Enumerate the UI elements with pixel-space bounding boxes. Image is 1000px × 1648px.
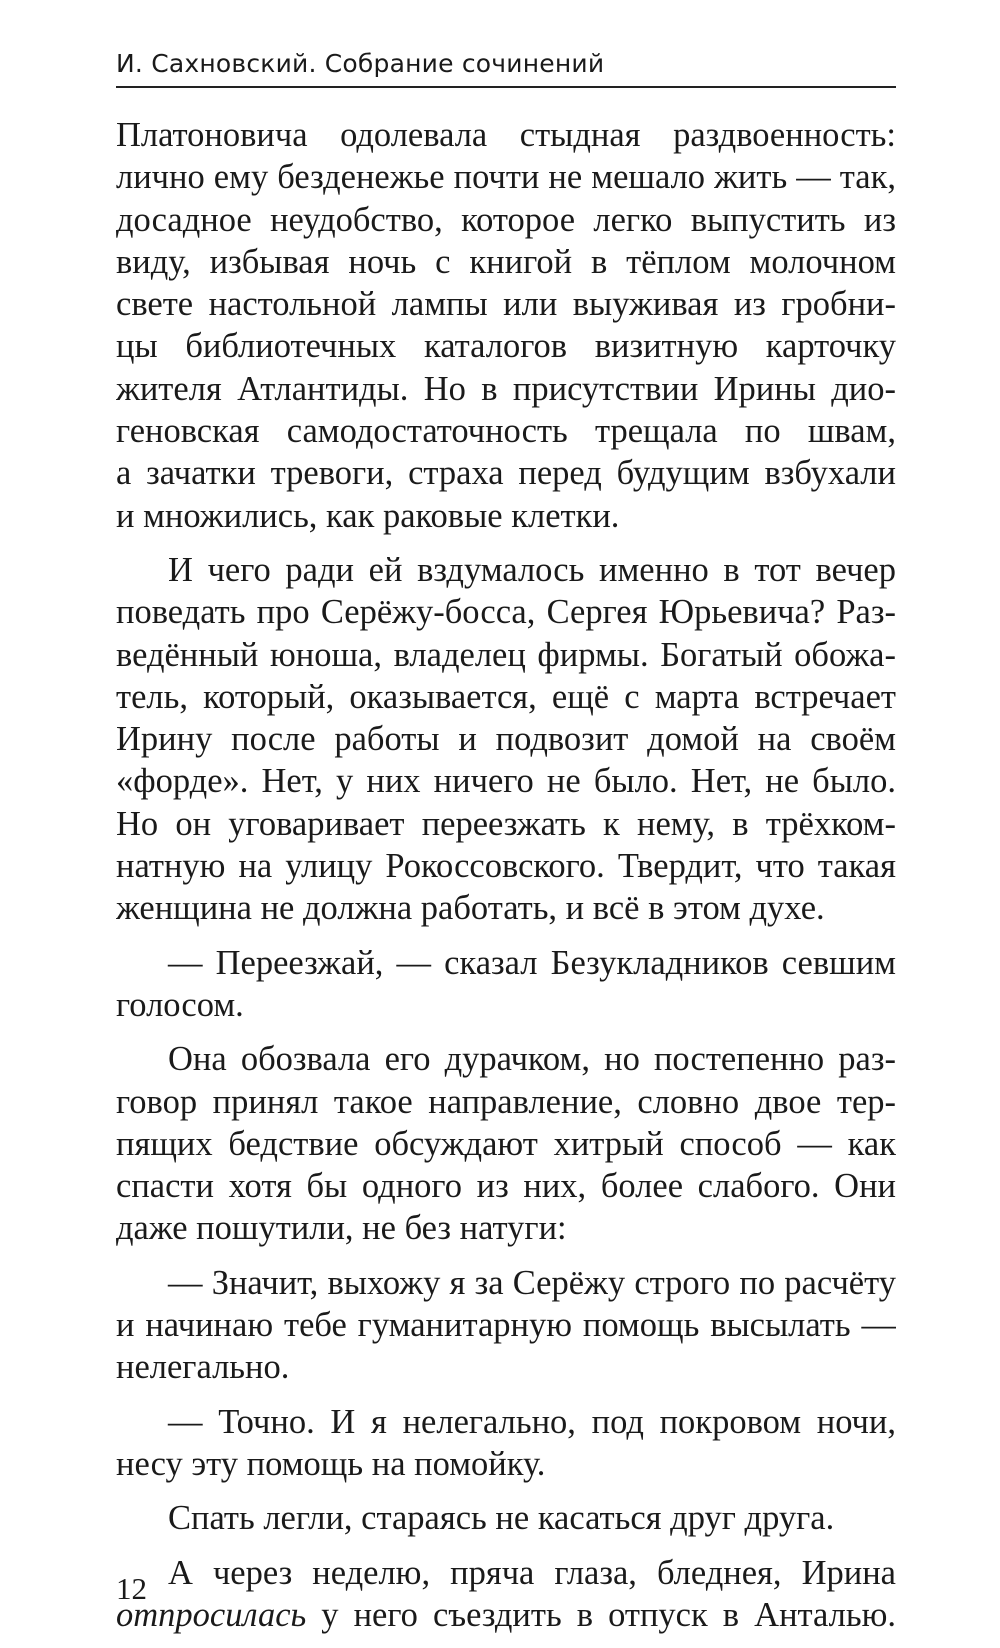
text-line: жителя Атлантиды. Но в присутствии Ирины дио- [116, 369, 896, 408]
text-line: нелегально. [116, 1348, 290, 1387]
text-fragment: у него съездить в отпуск в Анталью. [306, 1595, 896, 1634]
text-line: геновская самодостаточность трещала по швам, [116, 412, 896, 451]
text-line: спасти хотя бы одного из них, более слабого. Они [116, 1167, 896, 1206]
paragraph-7 [116, 1497, 896, 1539]
text-line: и начинаю тебе гуманитарную помощь высылать — [116, 1306, 896, 1345]
text-line: Она обозвала его дурачком, но постепенно раз- [168, 1040, 896, 1079]
text-line: — Значит, выхожу я за Серёжу строго по расчёту [168, 1263, 896, 1302]
text-line: ведённый юноша, владелец фирмы. Богатый обожа- [116, 635, 896, 674]
text-line: пящих бедствие обсуждают хитрый способ — как [116, 1124, 896, 1163]
text-line: голосом. [116, 985, 244, 1024]
paragraph-8 [116, 1552, 896, 1637]
body-text [116, 114, 896, 1648]
text-line: цы библиотечных каталогов визитную карточку [116, 327, 896, 366]
text-line: Но он уговаривает переезжать к нему, в трёхком- [116, 804, 896, 843]
text-line: а зачатки тревоги, страха перед будущим взбухали [116, 454, 896, 493]
running-title: И. Сахновский. Собрание сочинений [116, 49, 605, 78]
text-line: лично ему безденежье почти не мешало жить — так, [116, 158, 896, 197]
text-line: И чего ради ей вздумалось именно в тот вечер [168, 550, 896, 589]
text-line: натную на улицу Рокоссовского. Твердит, что такая [116, 847, 896, 886]
paragraph-6 [116, 1401, 896, 1486]
text-line: и множились, как раковые клетки. [116, 496, 620, 535]
text-line: поведать про Серёжу-босса, Сергея Юрьевича? Раз- [116, 593, 896, 632]
text-line: «форде». Нет, у них ничего не было. Нет, не было. [116, 762, 896, 801]
text-line: досадное неудобство, которое легко выпустить из [116, 200, 896, 239]
text-line: свете настольной лампы или выуживая из гробни- [116, 285, 896, 324]
italic-word: отпросилась [116, 1595, 307, 1634]
text-line: виду, избывая ночь с книгой в тёплом молочном [116, 242, 896, 281]
paragraph-5 [116, 1262, 896, 1389]
text-line: Ирину после работы и подвозит домой на своём [116, 720, 896, 759]
text-line: Спать легли, стараясь не касаться друг друга. [168, 1499, 835, 1538]
text-line: говор принял такое направление, словно двое тер- [116, 1082, 896, 1121]
text-line: тель, который, оказывается, ещё с марта встречает [116, 677, 896, 716]
text-line [116, 1594, 896, 1636]
text-line: — Точно. И я нелегально, под покровом ночи, [168, 1402, 896, 1441]
text-line: Платоновича одолевала стыдная раздвоенность: [116, 116, 896, 154]
paragraph-3 [116, 942, 896, 1027]
text-line: — Переезжай, — сказал Безукладников севшим [168, 943, 896, 982]
paragraph-2 [116, 549, 896, 930]
running-head [116, 46, 896, 88]
text-line: даже пошутили, не без натуги: [116, 1209, 567, 1248]
text-line: несу эту помощь на помойку. [116, 1444, 546, 1483]
text-line: А через неделю, пряча глаза, бледнея, Ирина [168, 1553, 896, 1592]
paragraph-1 [116, 114, 896, 537]
paragraph-4 [116, 1038, 896, 1249]
page-number: 12 [116, 1571, 147, 1606]
text-line: женщина не должна работать, и всё в этом духе. [116, 889, 825, 928]
